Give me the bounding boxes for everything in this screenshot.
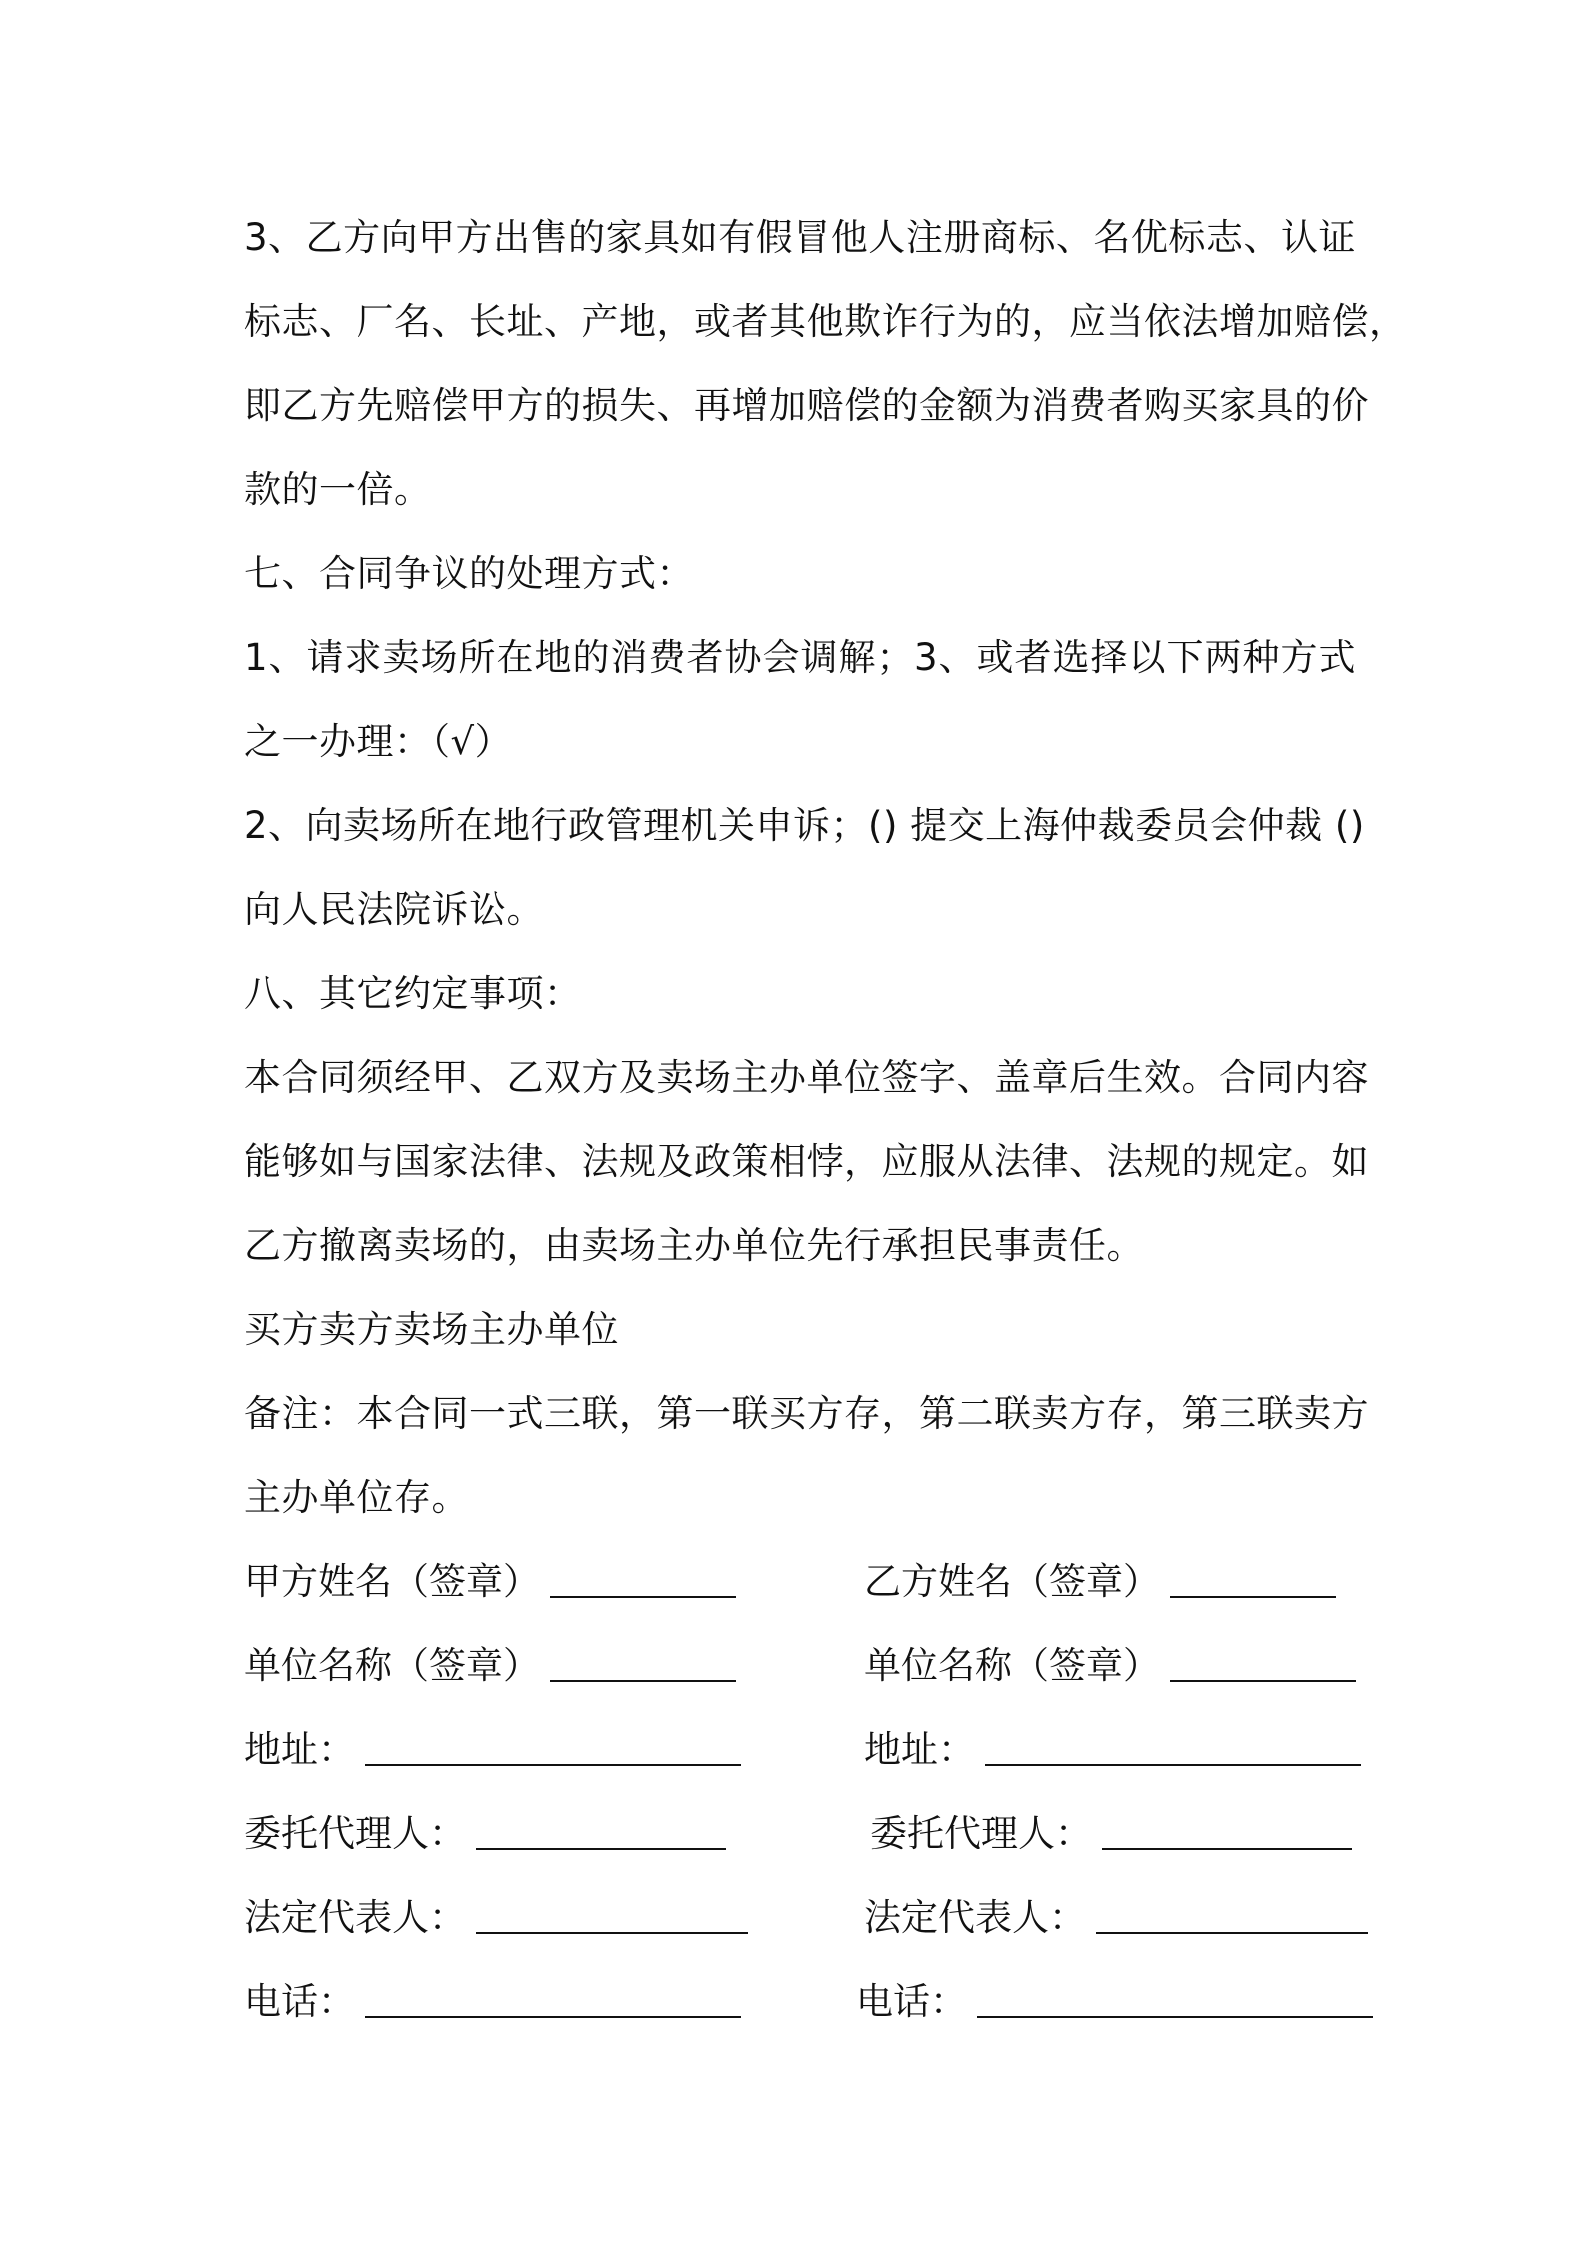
party-b-address-label: 地址： — [864, 1728, 975, 1771]
party-b-agent-field — [870, 1792, 1352, 1876]
party-b-name-blank[interactable] — [1170, 1550, 1336, 1598]
party-b-address-blank[interactable] — [985, 1718, 1361, 1766]
clause-3-line-4: 款的一倍。 — [244, 468, 432, 511]
section-7-heading: 七、合同争议的处理方式： — [244, 552, 694, 595]
party-a-name-label: 甲方姓名（签章） — [244, 1560, 540, 1603]
party-b-unit-field — [864, 1624, 1356, 1708]
party-b-agent-blank[interactable] — [1102, 1802, 1352, 1850]
party-a-address-label: 地址： — [244, 1728, 355, 1771]
party-a-agent-blank[interactable] — [476, 1802, 726, 1850]
party-a-agent-label: 委托代理人： — [244, 1812, 466, 1855]
signature-row-representative — [244, 1876, 1356, 1960]
party-a-representative-field — [244, 1876, 748, 1960]
signature-row-agent — [244, 1792, 1356, 1876]
section-7-line-3: 2、向卖场所在地行政管理机关申诉；() 提交上海仲裁委员会仲裁 () — [244, 804, 1365, 847]
party-b-address-field — [864, 1708, 1361, 1792]
remark-line-1: 备注：本合同一式三联，第一联买方存，第二联卖方存，第三联卖方 — [244, 1392, 1369, 1435]
document-page — [244, 196, 1407, 2044]
signature-row-phone — [244, 1960, 1356, 2044]
parties-line: 买方卖方卖场主办单位 — [244, 1308, 619, 1351]
clause-3-line-3: 即乙方先赔偿甲方的损失、再增加赔偿的金额为消费者购买家具的价 — [244, 384, 1369, 427]
clause-3-line-1: 3、乙方向甲方出售的家具如有假冒他人注册商标、名优标志、认证 — [244, 216, 1356, 259]
party-a-phone-blank[interactable] — [365, 1970, 741, 2018]
party-a-name-field — [244, 1540, 736, 1624]
section-8-heading: 八、其它约定事项： — [244, 972, 582, 1015]
section-7-line-1: 1、请求卖场所在地的消费者协会调解；3、或者选择以下两种方式 — [244, 636, 1356, 679]
section-7-line-4: 向人民法院诉讼。 — [244, 888, 544, 931]
party-b-unit-blank[interactable] — [1170, 1634, 1356, 1682]
party-b-phone-blank[interactable] — [977, 1970, 1373, 2018]
party-a-name-blank[interactable] — [550, 1550, 736, 1598]
party-b-phone-field — [856, 1960, 1373, 2044]
party-a-address-field — [244, 1708, 741, 1792]
party-a-representative-label: 法定代表人： — [244, 1896, 466, 1939]
party-b-representative-label: 法定代表人： — [864, 1896, 1086, 1939]
party-b-agent-label: 委托代理人： — [870, 1812, 1092, 1855]
party-a-unit-label: 单位名称（签章） — [244, 1644, 540, 1687]
section-8-line-2: 能够如与国家法律、法规及政策相悖，应服从法律、法规的规定。如 — [244, 1140, 1369, 1183]
party-a-agent-field — [244, 1792, 726, 1876]
party-b-name-label: 乙方姓名（签章） — [864, 1560, 1160, 1603]
section-7-line-2: 之一办理：（√） — [244, 720, 513, 763]
party-a-unit-field — [244, 1624, 736, 1708]
party-b-unit-label: 单位名称（签章） — [864, 1644, 1160, 1687]
party-b-representative-blank[interactable] — [1096, 1886, 1368, 1934]
party-a-phone-label: 电话： — [244, 1980, 355, 2023]
section-8-line-1: 本合同须经甲、乙双方及卖场主办单位签字、盖章后生效。合同内容 — [244, 1056, 1369, 1099]
clause-3-line-2: 标志、厂名、长址、产地，或者其他欺诈行为的，应当依法增加赔偿， — [244, 300, 1407, 343]
party-a-unit-blank[interactable] — [550, 1634, 736, 1682]
party-a-phone-field — [244, 1960, 741, 2044]
signature-row-name — [244, 1540, 1356, 1624]
remark-line-2: 主办单位存。 — [244, 1476, 469, 1519]
signature-row-address — [244, 1708, 1356, 1792]
party-b-phone-label: 电话： — [856, 1980, 967, 2023]
party-b-representative-field — [864, 1876, 1368, 1960]
section-8-line-3: 乙方撤离卖场的，由卖场主办单位先行承担民事责任。 — [244, 1224, 1144, 1267]
party-a-address-blank[interactable] — [365, 1718, 741, 1766]
party-b-name-field — [864, 1540, 1336, 1624]
party-a-representative-blank[interactable] — [476, 1886, 748, 1934]
signature-row-unit — [244, 1624, 1356, 1708]
